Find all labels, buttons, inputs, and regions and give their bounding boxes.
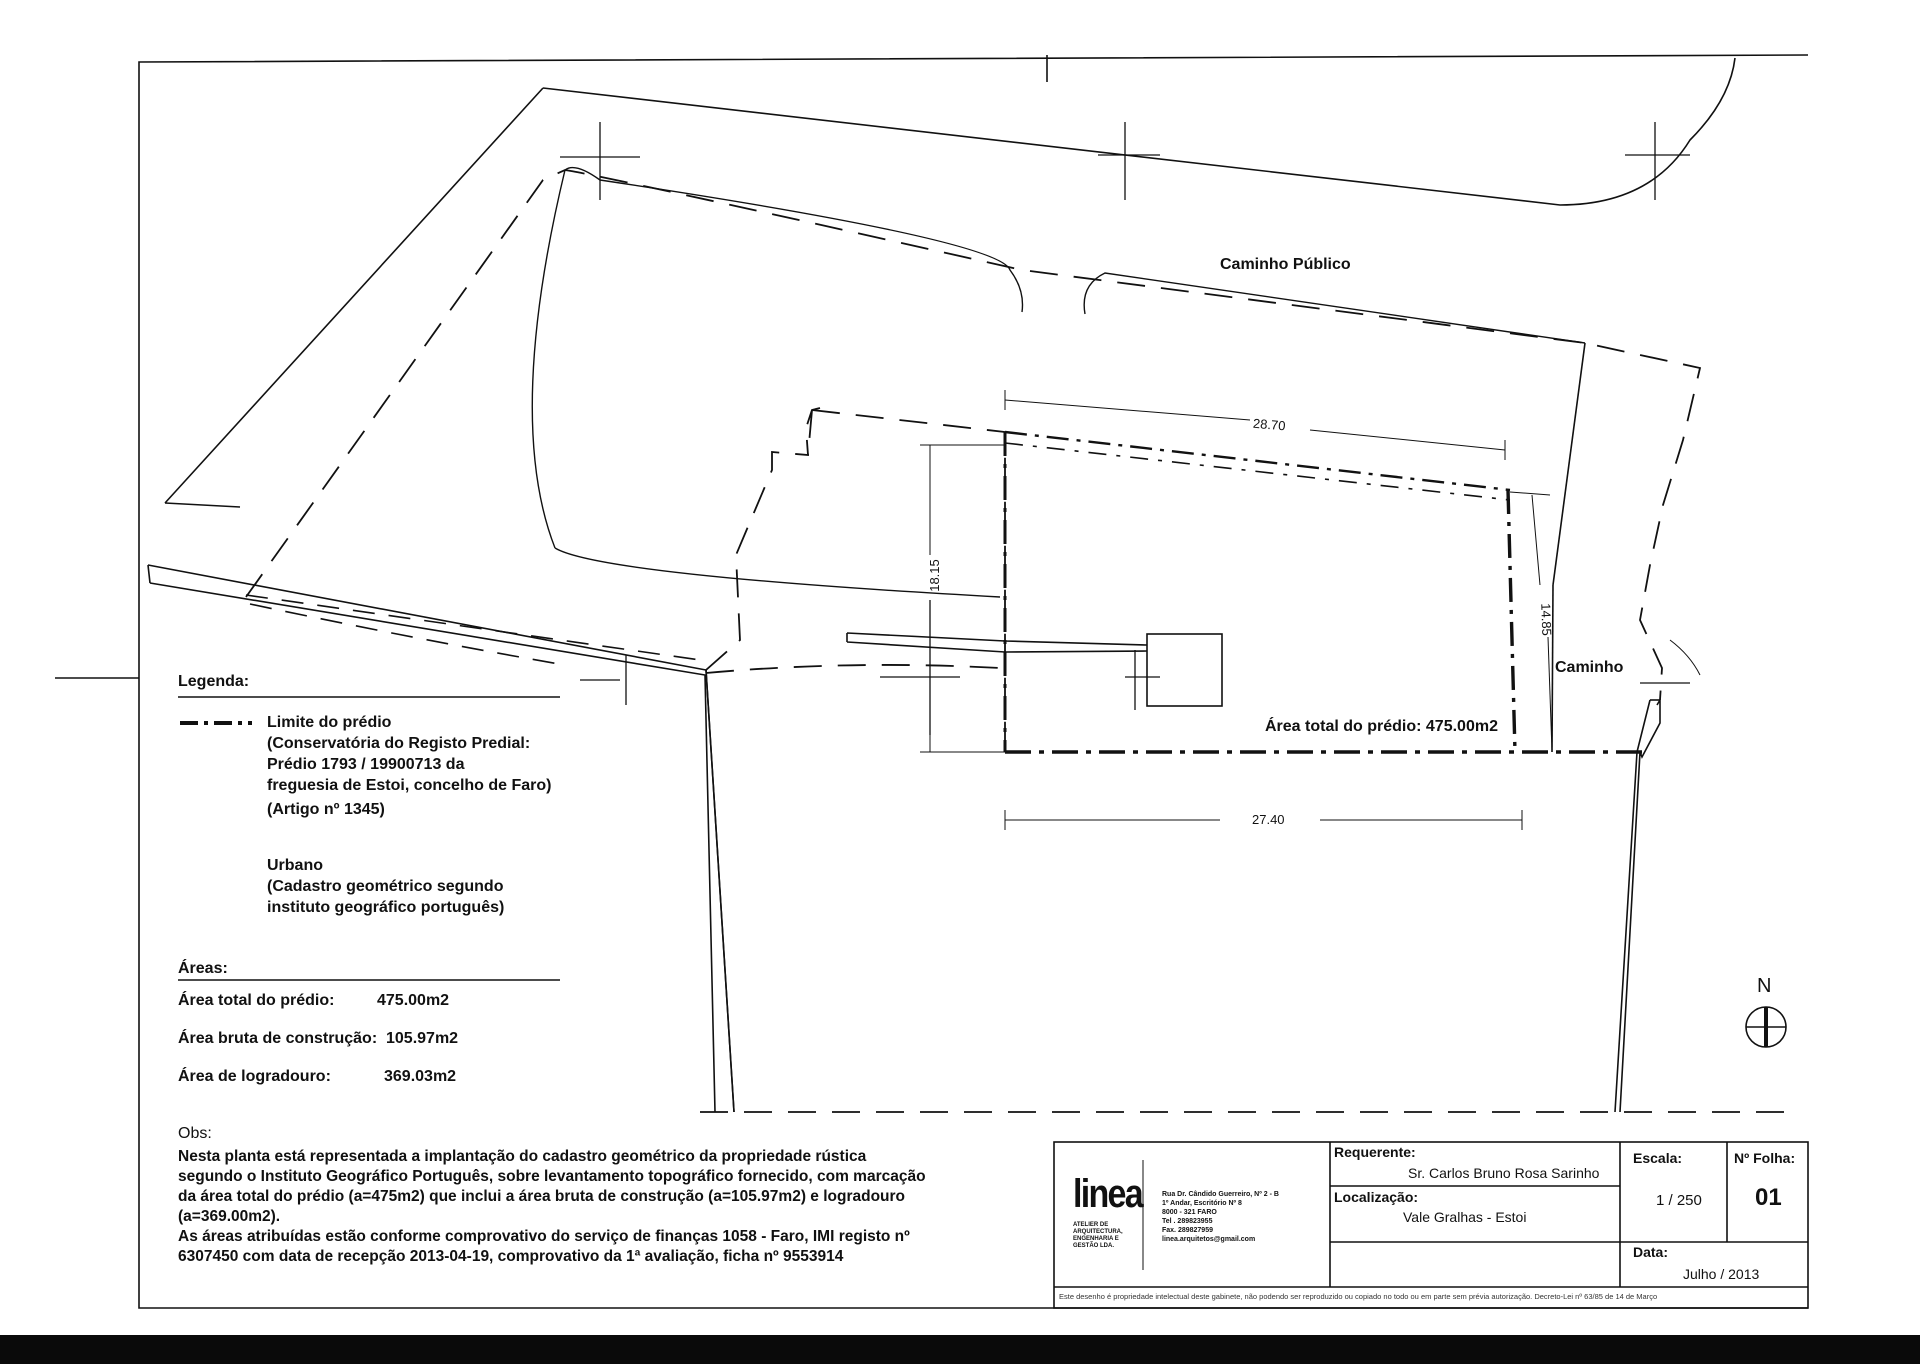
data-label: Data: [1633,1244,1669,1260]
road-lower-left-edge [165,88,543,503]
requerente-value: Sr. Carlos Bruno Rosa Sarinho [1408,1165,1600,1181]
obs-title: Obs: [178,1125,212,1142]
scan-border-bottom [0,1335,1920,1364]
dimension-left: 18.15 [926,559,942,592]
legend-limite-line: Limite do prédio [267,714,392,731]
access-path [847,633,1147,652]
obs-text [178,1147,958,1267]
area-row-label: Área bruta de construção: [178,1030,378,1047]
road-upper-edge [543,58,1735,205]
building-footprint [1147,634,1222,706]
obs-line: Nesta planta está representada a implantação do cadastro geométrico da propriedade rústica [178,1148,867,1165]
firm-address: Rua Dr. Cândido Guerreiro, Nº 2 - B 1º Andar, Escritório Nº 8 8000 - 321 FARO Tel . 289823955 Fax. 289827959 linea.arquitetos@gmail.com [1162,1191,1279,1243]
property-limit-right [1508,490,1515,752]
legend-title: Legenda: [178,673,250,690]
legend-urbano-line: (Cadastro geométrico segundo [267,878,504,895]
localizacao-value: Vale Gralhas - Estoi [1403,1209,1527,1225]
dimension-bottom: 27.40 [1252,812,1285,827]
dimension-right: 14.85 [1538,602,1555,637]
legend-urbano-text [267,855,504,918]
legend-limite-line: (Artigo nº 1345) [267,801,385,818]
area-row-value: 369.03m2 [384,1068,457,1085]
escala-label: Escala: [1633,1150,1683,1166]
area-row-label: Área total do prédio: [178,992,335,1009]
copyright-footer: Este desenho é propriedade intelectual deste gabinete, não podendo ser reproduzido ou copiado no todo ou em parte sem prévia autorização. Decreto-Lei nº 63/85 de 14 de Março [1059,1292,1658,1301]
north-label: N [1757,975,1772,997]
area-row-label: Área de logradouro: [178,1068,331,1085]
dimension-top: 28.70 [1252,415,1287,434]
legend-urbano-line: instituto geográfico português) [267,899,505,916]
area-total-label: Área total do prédio: 475.00m2 [1265,718,1498,735]
legend-limite-text [267,712,552,820]
area-row-value: 475.00m2 [377,992,450,1009]
parcel-inner-arc [532,170,565,548]
data-value: Julho / 2013 [1683,1266,1760,1282]
area-row-value: 105.97m2 [386,1030,459,1047]
firm-logo: linea [1073,1172,1142,1216]
escala-value: 1 / 250 [1656,1192,1702,1209]
legend-limite-line: Prédio 1793 / 19900713 da [267,756,465,773]
road-label-caminho-publico: Caminho Público [1220,256,1351,273]
obs-line: (a=369.00m2). [178,1208,281,1225]
requerente-label: Requerente: [1334,1144,1416,1160]
areas-title: Áreas: [178,960,228,977]
folha-label: Nº Folha: [1734,1150,1796,1166]
north-arrow-icon [1746,1007,1786,1047]
sheet-frame [139,55,1808,1308]
property-limit-top [1005,432,1510,490]
obs-line: As áreas atribuídas estão conforme comprovativo do serviço de finanças 1058 - Faro, IMI registo nº [178,1228,910,1245]
firm-logo-subtitle: ATELIER DE ARQUITECTURA, ENGENHARIA E GESTÃO LDA. [1073,1222,1123,1249]
obs-line: 6307450 com data de recepção 2013-04-19, comprovativo da 1ª avaliação, ficha nº 9553914 [178,1248,844,1265]
legend-limite-line: freguesia de Estoi, concelho de Faro) [267,777,552,794]
legend-urbano-line: Urbano [267,857,323,874]
folha-value: 01 [1755,1184,1782,1211]
road-label-caminho: Caminho [1555,659,1624,676]
obs-line: segundo o Instituto Geográfico Português, sobre levantamento topográfico fornecido, com marcação [178,1168,926,1185]
legend-limite-line: (Conservatória do Registo Predial: [267,735,531,752]
property-limit-top-inner [1005,443,1510,500]
localizacao-label: Localização: [1334,1189,1419,1205]
obs-line: da área total do prédio (a=475m2) que inclui a área bruta de construção (a=105.97m2) e logradouro [178,1188,906,1205]
